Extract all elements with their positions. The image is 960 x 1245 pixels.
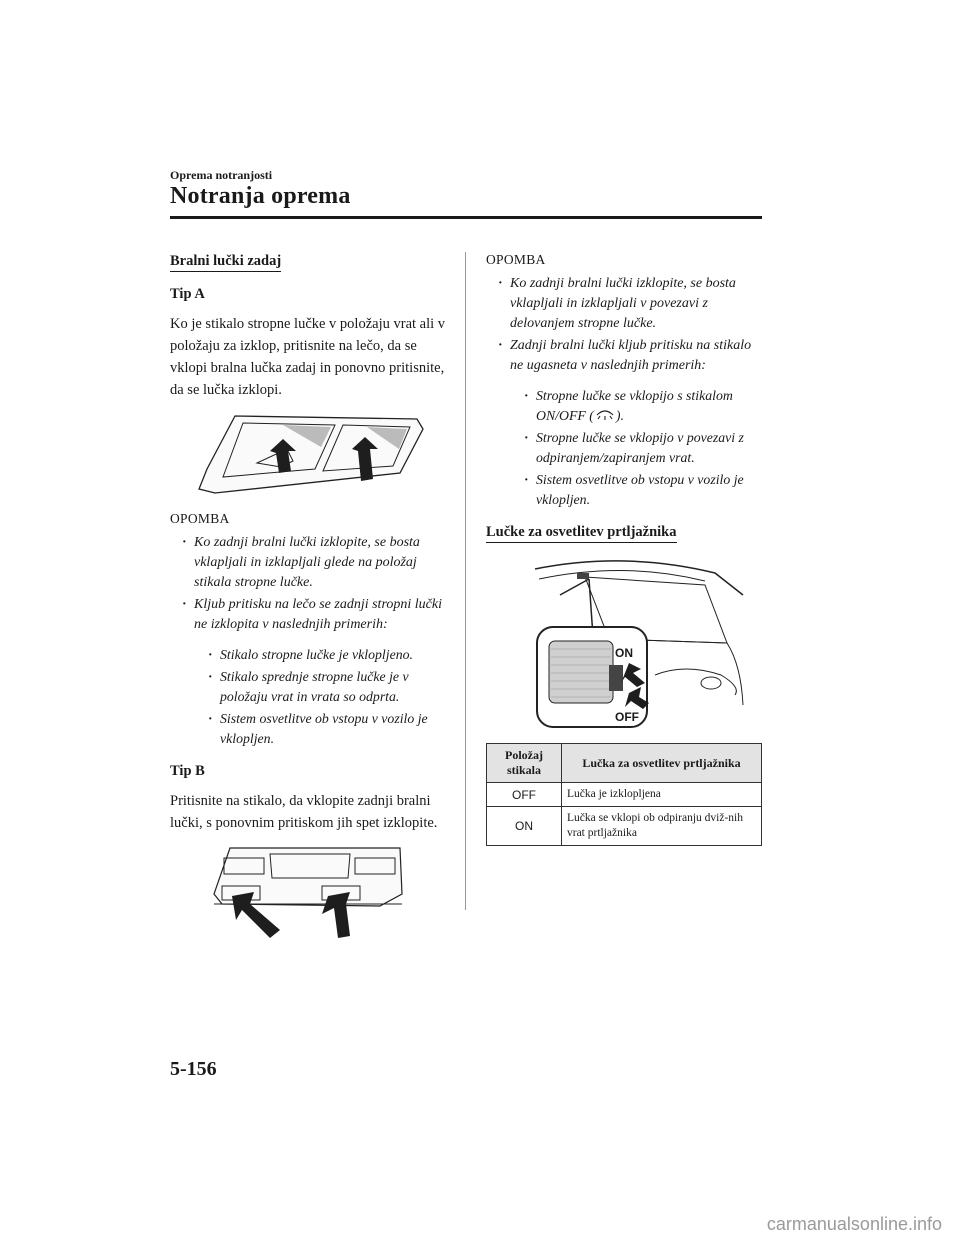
tip-a-illustration <box>195 411 425 501</box>
table-row <box>487 783 762 807</box>
table-cell-description: Lučka se vklopi ob odpiranju dviž-nih vrat prtljažnika <box>562 807 762 846</box>
sub-note-item: · Sistem osvetlitve ob vstopu v vozilo je vklopljen. <box>208 709 450 749</box>
column-divider <box>465 252 466 910</box>
note-label-left: OPOMBA <box>170 511 230 526</box>
page-number: 5-156 <box>170 1058 217 1080</box>
tip-b-label: Tip B <box>170 763 205 779</box>
right-column <box>486 252 764 846</box>
notes-list-left <box>170 533 450 749</box>
sub-note-item: · Sistem osvetlitve ob vstopu v vozilo je vklopljen. <box>524 470 764 510</box>
table-header-light: Lučka za osvetlitev prtljažnika <box>562 744 762 783</box>
dome-light-icon <box>594 409 616 421</box>
luggage-lights-heading: Lučke za osvetlitev prtljažnika <box>486 524 677 543</box>
note-item: · Ko zadnji bralni lučki izklopite, se bosta vklapljali in izklapljali glede na položaj stikala stropne lučke. <box>182 533 450 593</box>
sub-note-item: · Stropne lučke se vklopijo v povezavi z odpiranjem/zapiranjem vrat. <box>524 428 764 468</box>
sub-notes-list-right <box>510 386 764 510</box>
sub-notes-list-left <box>194 645 450 749</box>
note-item: · Kljub pritisku na lečo se zadnji stropni lučki ne izklopita v naslednjih primerih: · Stikalo stropne lučke je vklopljeno. · Stikalo sprednje stropne lučke je v položaju vrat in vrata so odprta. · Sistem osvetlitve ob vstopu v vozilo je vklopljen. <box>182 595 450 749</box>
note-item: · Ko zadnji bralni lučki izklopite, se bosta vklapljali in izklapljali v povezavi z delovanjem stropne lučke. <box>498 274 764 334</box>
luggage-light-table <box>486 743 762 846</box>
note-item: · Zadnji bralni lučki kljub pritisku na stikalo ne ugasneta v naslednjih primerih: · Stropne lučke se vklopijo s stikalom ON/OFF ( ). · Stropne lučke se vklopijo v povezavi z odpiranjem/zapiranjem vrat. · Sistem osvetlitve ob vstopu v vozilo je vklopljen. <box>498 336 764 510</box>
switch-label-on: ON <box>615 646 633 660</box>
section-label: Oprema notranjosti <box>170 168 273 182</box>
sub-note-item: · Stikalo sprednje stropne lučke je v položaju vrat in vrata so odprta. <box>208 667 450 707</box>
table-header-row <box>487 744 762 783</box>
sub-note-item: · Stikalo stropne lučke je vklopljeno. <box>208 645 450 665</box>
page-title: Notranja oprema <box>170 183 351 209</box>
note-label-right: OPOMBA <box>486 252 546 267</box>
table-cell-description: Lučka je izklopljena <box>562 783 762 807</box>
tip-a-label: Tip A <box>170 286 205 302</box>
rear-reading-lights-heading: Bralni lučki zadaj <box>170 253 281 272</box>
notes-list-right <box>486 274 764 510</box>
left-column <box>170 252 450 954</box>
tip-b-illustration <box>210 844 410 944</box>
sub-note-item: · Stropne lučke se vklopijo s stikalom ON/OFF ( ). <box>524 386 764 426</box>
header-rule <box>170 216 762 219</box>
switch-label-off: OFF <box>615 710 639 724</box>
luggage-light-illustration <box>505 555 745 731</box>
table-cell-position: ON <box>487 807 562 846</box>
table-header-position: Položaj stikala <box>487 744 562 783</box>
tip-b-text: Pritisnite na stikalo, da vklopite zadnji bralni lučki, s ponovnim pritiskom jih spet izklopite. <box>170 793 438 831</box>
table-row <box>487 807 762 846</box>
tip-a-text: Ko je stikalo stropne lučke v položaju vrat ali v položaju za izklop, pritisnite na lečo, da se vklopi bralna lučka zadaj in ponovno pritisnite, da se lučka izklopi. <box>170 316 446 398</box>
table-cell-position: OFF <box>487 783 562 807</box>
watermark: carmanualsonline.info <box>766 1214 942 1234</box>
